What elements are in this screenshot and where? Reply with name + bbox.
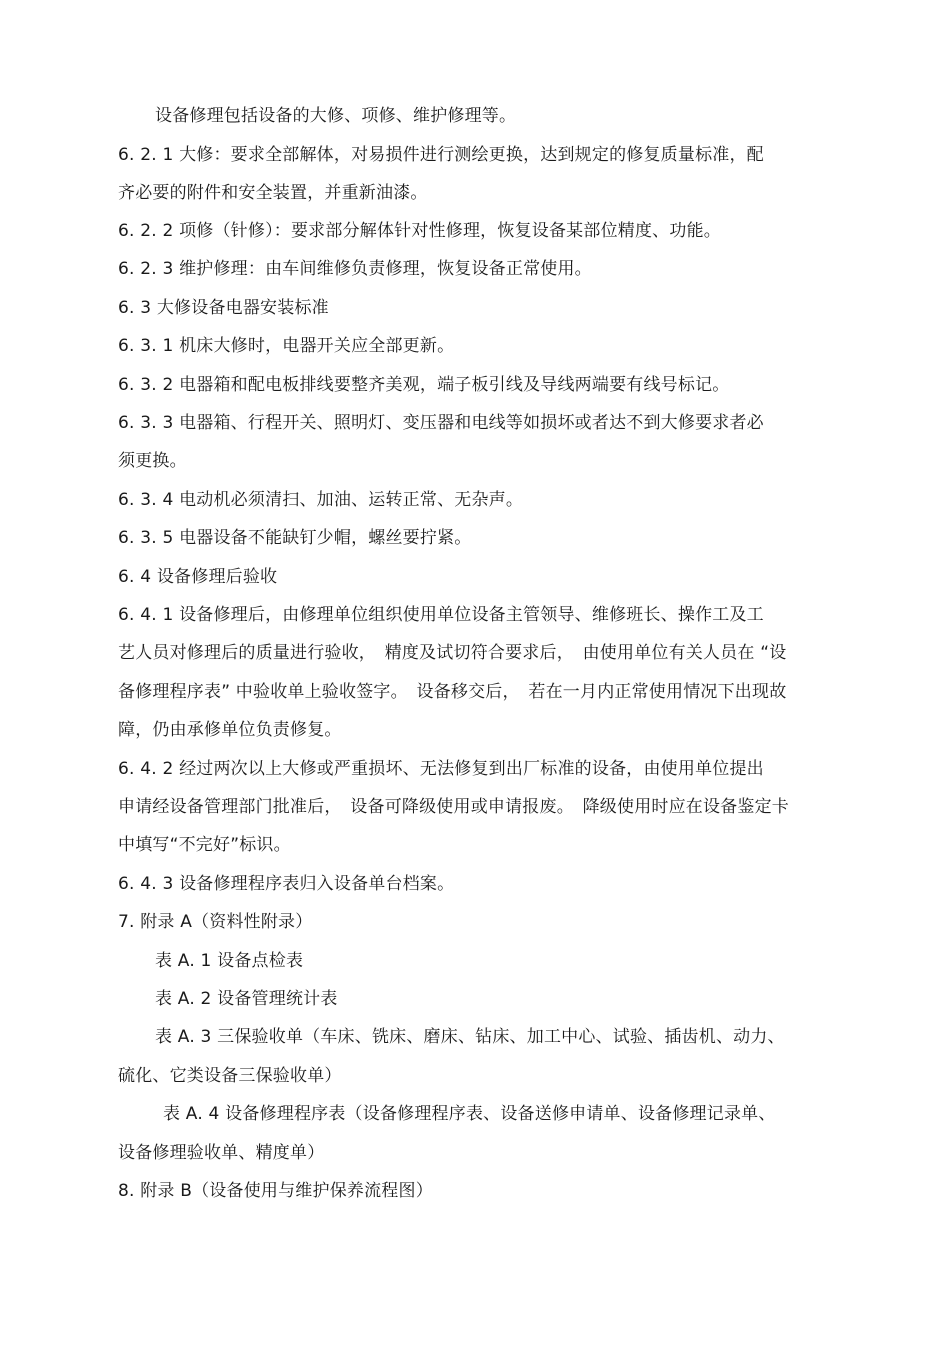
paragraph-line: 6. 3. 1 机床大修时，电器开关应全部更新。 bbox=[118, 336, 455, 356]
paragraph-line: 备修理程序表” 中验收单上验收签字。 设备移交后， 若在一月内正常使用情况下出现故 bbox=[118, 682, 787, 702]
appendix-item: 表 A. 3 三保验收单（车床、铣床、磨床、钻床、加工中心、试验、插齿机、动力、 bbox=[155, 1027, 785, 1047]
paragraph-line: 6. 4. 3 设备修理程序表归入设备单台档案。 bbox=[118, 874, 455, 894]
section-heading: 8. 附录 B（设备使用与维护保养流程图） bbox=[118, 1181, 433, 1201]
section-heading: 7. 附录 A（资料性附录） bbox=[118, 912, 313, 932]
section-heading: 6. 3 大修设备电器安装标准 bbox=[118, 298, 329, 318]
paragraph-line: 申请经设备管理部门批准后， 设备可降级使用或申请报废。 降级使用时应在设备鉴定卡 bbox=[118, 797, 789, 817]
paragraph-line: 设备修理包括设备的大修、项修、维护修理等。 bbox=[155, 106, 517, 126]
paragraph-line: 6. 4. 2 经过两次以上大修或严重损坏、无法修复到出厂标准的设备，由使用单位提出 bbox=[118, 759, 764, 779]
paragraph-line: 6. 3. 4 电动机必须清扫、加油、运转正常、无杂声。 bbox=[118, 490, 524, 510]
paragraph-line: 6. 4. 1 设备修理后，由修理单位组织使用单位设备主管领导、维修班长、操作工及工 bbox=[118, 605, 764, 625]
appendix-item-continued: 设备修理验收单、精度单） bbox=[118, 1143, 325, 1163]
paragraph-line: 中填写“不完好”标识。 bbox=[118, 835, 291, 855]
section-heading: 6. 4 设备修理后验收 bbox=[118, 567, 278, 587]
appendix-item: 表 A. 4 设备修理程序表（设备修理程序表、设备送修申请单、设备修理记录单、 bbox=[163, 1104, 776, 1124]
paragraph-line: 齐必要的附件和安全装置，并重新油漆。 bbox=[118, 183, 428, 203]
paragraph-line: 艺人员对修理后的质量进行验收， 精度及试切符合要求后， 由使用单位有关人员在 “设 bbox=[118, 643, 787, 663]
paragraph-line: 6. 3. 3 电器箱、行程开关、照明灯、变压器和电线等如损坏或者达不到大修要求者必 bbox=[118, 413, 764, 433]
paragraph-line: 6. 2. 2 项修（针修）：要求部分解体针对性修理，恢复设备某部位精度、功能。 bbox=[118, 221, 721, 241]
paragraph-line: 6. 3. 2 电器箱和配电板排线要整齐美观，端子板引线及导线两端要有线号标记。 bbox=[118, 375, 730, 395]
appendix-item: 表 A. 1 设备点检表 bbox=[155, 951, 304, 971]
paragraph-line: 6. 2. 1 大修：要求全部解体，对易损件进行测绘更换，达到规定的修复质量标准，配 bbox=[118, 145, 764, 165]
paragraph-line: 6. 2. 3 维护修理：由车间维修负责修理，恢复设备正常使用。 bbox=[118, 259, 592, 279]
paragraph-line: 障，仍由承修单位负责修复。 bbox=[118, 720, 342, 740]
appendix-item-continued: 硫化、它类设备三保验收单） bbox=[118, 1066, 342, 1086]
paragraph-line: 须更换。 bbox=[118, 451, 187, 471]
paragraph-line: 6. 3. 5 电器设备不能缺钉少帽，螺丝要拧紧。 bbox=[118, 528, 472, 548]
appendix-item: 表 A. 2 设备管理统计表 bbox=[155, 989, 338, 1009]
